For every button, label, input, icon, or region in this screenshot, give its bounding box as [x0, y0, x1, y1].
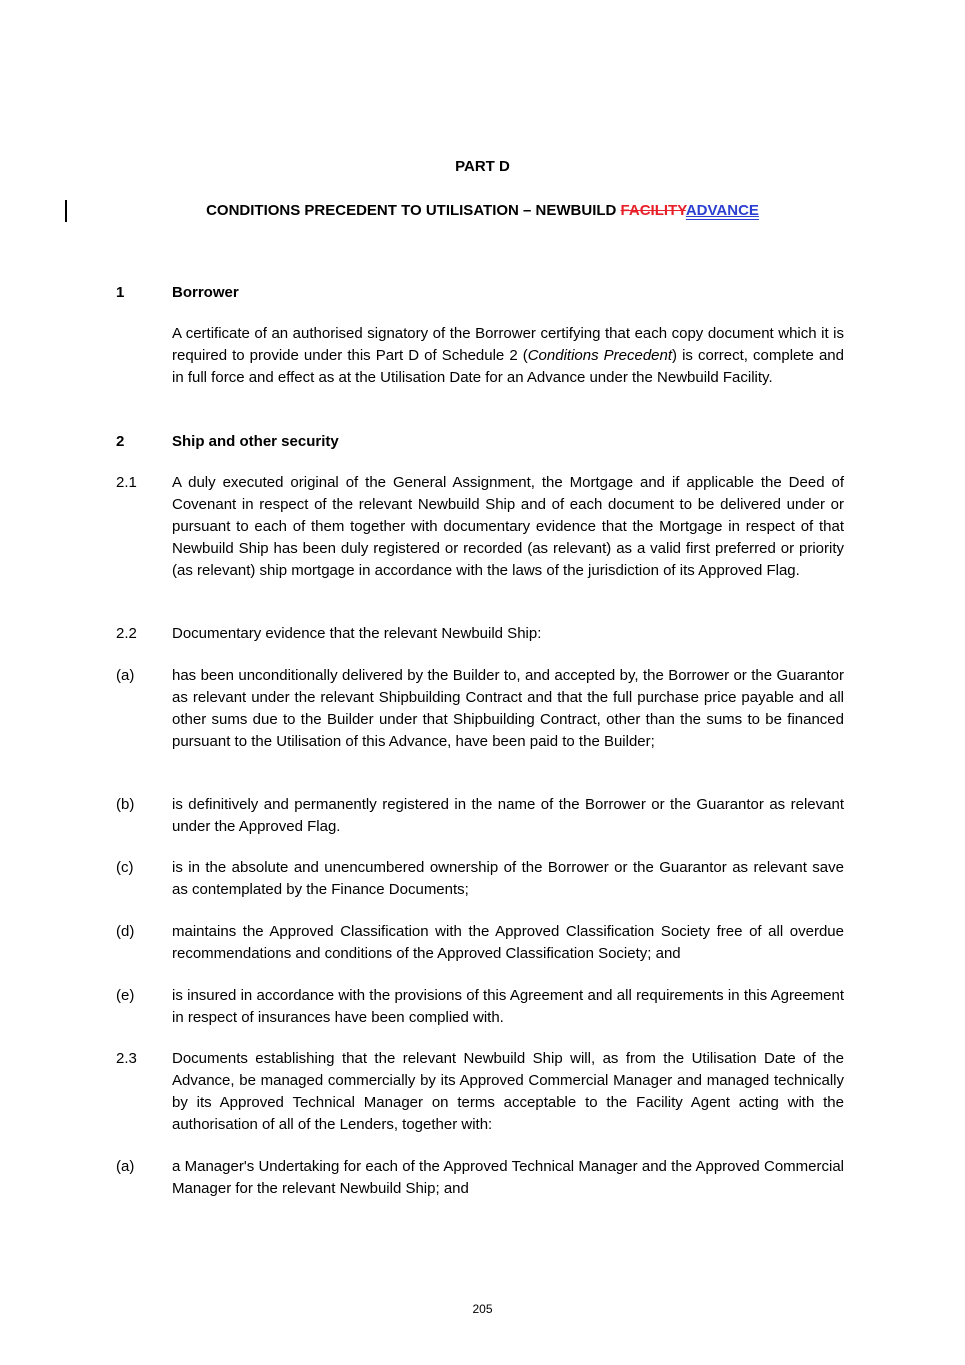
clause-text: A duly executed original of the General Assignment, the Mortgage and if applicable the Deed of Covenant in respect of the relevant Newbuild Ship and of each document to be delivered under or pursuant to each of them together with documentary evidence that the Mortgage in respect of that Newbuild Ship has been duly registered or recorded (as relevant) as a valid first preferred or priority (as relevant) ship mortgage in accordance with the laws of the jurisdiction of its Approved Flag. [172, 474, 844, 579]
paragraph-text [172, 323, 844, 389]
item-label: (c) [116, 859, 134, 876]
item-label: (b) [116, 796, 135, 813]
heading-main: CONDITIONS PRECEDENT TO UTILISATION – NEWBUILD [206, 202, 621, 219]
item-label: (e) [116, 987, 135, 1004]
item-label: (d) [116, 923, 135, 940]
clause-text: Documentary evidence that the relevant Newbuild Ship: [172, 625, 542, 642]
page-number: 205 [472, 1302, 493, 1316]
item-text: is insured in accordance with the provisions of this Agreement and all requirements in this Agreement in respect of insurances have been complied with. [172, 987, 844, 1026]
section-number: 1 [116, 284, 125, 301]
clause-number: 2.2 [116, 625, 137, 642]
item-label: (a) [116, 1158, 135, 1175]
item-text: has been unconditionally delivered by the Builder to, and accepted by, the Borrower or the Guarantor as relevant under the relevant Shipbuilding Contract and that the full purchase price payable and all other sums due to the Builder under that Shipbuilding Contract, other than the sums to be financed pursuant to the Utilisation of this Advance, have been paid to the Builder; [172, 667, 844, 750]
item-label: (a) [116, 667, 135, 684]
section-heading: Borrower [172, 284, 239, 301]
inserted-text: ADVANCE [685, 202, 759, 219]
section-heading: Ship and other security [172, 433, 339, 450]
deleted-text: FACILITY [620, 202, 686, 219]
clause-number: 2.1 [116, 474, 137, 491]
text: A certificate of an authorised signatory of the Borrower certifying that each copy document which it is required to provide under this Part D of Schedule 2 ( [172, 325, 844, 364]
item-text: a Manager's Undertaking for each of the Approved Technical Manager and the Approved Commercial Manager for the relevant Newbuild Ship; and [172, 1158, 844, 1197]
schedule-heading [0, 202, 965, 219]
text: ) is correct, complete and in full force and effect as at the Utilisation Date for an Advance under the Newbuild Facility. [172, 347, 844, 386]
italic-text: Conditions Precedent [527, 347, 673, 364]
clause-text: Documents establishing that the relevant Newbuild Ship will, as from the Utilisation Date of the Advance, be managed commercially by its Approved Commercial Manager and managed technically by its Approved Technical Manager on terms acceptable to the Facility Agent acting with the authorisation of all of the Lenders, together with: [172, 1050, 844, 1133]
clause-number: 2.3 [116, 1050, 137, 1067]
item-text: is in the absolute and unencumbered ownership of the Borrower or the Guarantor as relevant save as contemplated by the Finance Documents; [172, 859, 844, 898]
section-number: 2 [116, 433, 125, 450]
item-text: maintains the Approved Classification with the Approved Classification Society free of all overdue recommendations and conditions of the Approved Classification Society; and [172, 923, 844, 962]
part-title: PART D [455, 158, 510, 175]
item-text: is definitively and permanently registered in the name of the Borrower or the Guarantor as relevant under the Approved Flag. [172, 796, 844, 835]
